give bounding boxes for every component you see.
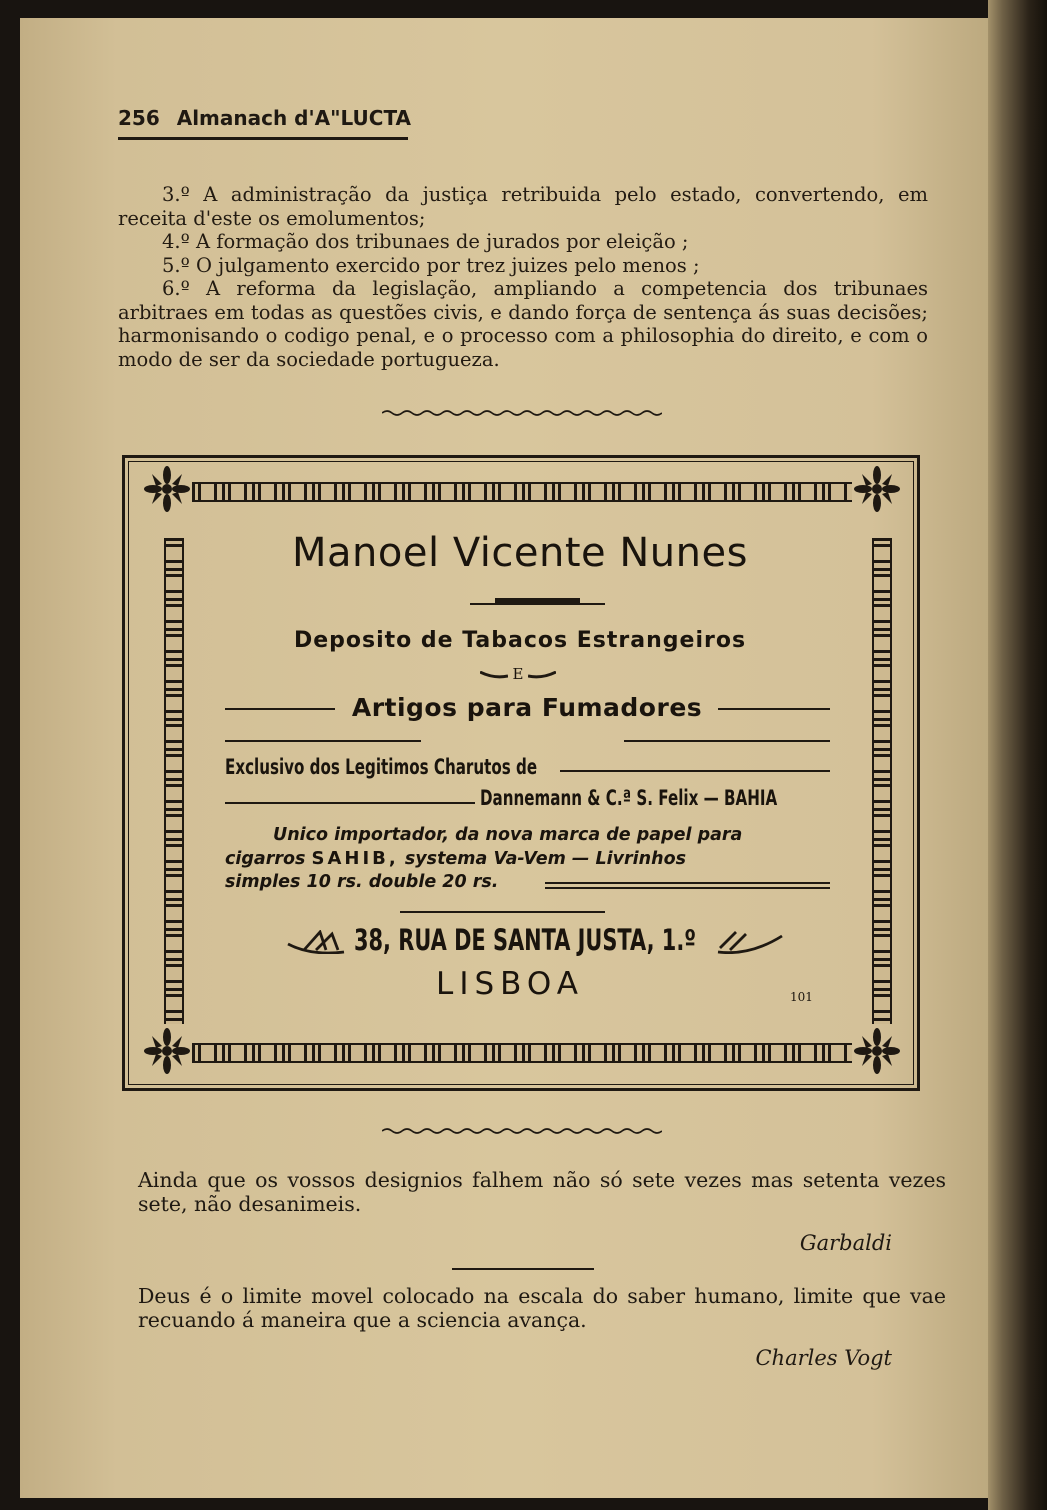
ad-bottom-ornament-band bbox=[192, 1043, 852, 1063]
quote-1-author: Garbaldi bbox=[799, 1231, 892, 1255]
header-title: Almanach d'A"LUCTA bbox=[176, 106, 412, 130]
book-spine-shadow bbox=[988, 0, 1047, 1510]
address-wrap bbox=[354, 923, 734, 959]
importer-line-2 bbox=[225, 847, 835, 871]
ad-left-ornament-band bbox=[164, 538, 184, 1024]
ad-city: LISBOA bbox=[436, 966, 584, 1002]
quote-2-text: Deus é o limite movel colocado na escala do saber humano, limite que vae recuando á maneira que a sciencia avança. bbox=[138, 1284, 946, 1332]
paragraph-5: 5.º O julgamento exercido por trez juizes pelo menos ; bbox=[162, 253, 700, 277]
importer-rule-a bbox=[545, 882, 830, 884]
wave-divider-bottom bbox=[382, 1126, 662, 1138]
swash-left-icon bbox=[480, 671, 508, 679]
book-page bbox=[20, 18, 988, 1498]
exclusive-rule-2 bbox=[225, 802, 475, 804]
exclusive-line-1: Exclusivo dos Legitimos Charutos de bbox=[225, 755, 538, 779]
header-rule bbox=[118, 137, 408, 140]
importer-rule-b bbox=[545, 887, 830, 889]
ad-top-ornament-band bbox=[192, 482, 852, 502]
exclusive-line-2-wrap bbox=[480, 786, 830, 816]
flower-ornament-icon bbox=[144, 1028, 190, 1074]
ad-subtitle: Deposito de Tabacos Estrangeiros bbox=[293, 628, 747, 653]
quote-separator bbox=[452, 1268, 594, 1270]
paragraph-4: 4.º A formação dos tribunaes de jurados por eleição ; bbox=[162, 230, 689, 253]
swash-hand-right-icon bbox=[716, 930, 784, 954]
numbered-list-text bbox=[118, 183, 928, 371]
importer-line-1: Unico importador, da nova marca de papel para bbox=[273, 825, 743, 845]
quote-2-author: Charles Vogt bbox=[755, 1346, 892, 1370]
paragraph-3: 3.º A administração da justiça retribuida pelo estado, convertendo, em receita d'este os emolumentos; bbox=[118, 183, 928, 230]
ad-connector bbox=[458, 665, 578, 683]
importer-line-2a: cigarros bbox=[225, 849, 306, 869]
ad-address: 38, RUA DE SANTA JUSTA, 1.º bbox=[354, 923, 697, 957]
importer-block bbox=[225, 824, 835, 894]
ad-number: 101 bbox=[790, 990, 813, 1004]
articles-underline-right bbox=[624, 740, 830, 742]
sahib-brand: SAHIB, bbox=[311, 848, 399, 869]
articles-rule-left bbox=[225, 708, 335, 710]
flower-ornament-icon bbox=[144, 466, 190, 512]
exclusive-rule-1 bbox=[560, 770, 830, 772]
ad-right-ornament-band bbox=[872, 538, 892, 1024]
swash-hand-left-icon bbox=[286, 930, 346, 954]
paragraph-6: 6.º A reforma da legislação, ampliando a competencia dos tribunaes arbitraes em todas as questões civis, e dando força de sentença ás suas decisões; harmonisando o codigo penal, e o processo com a philosophia do direito, e com o modo de ser da sociedade portugueza. bbox=[118, 277, 928, 371]
address-top-rule bbox=[400, 911, 605, 913]
quote-1-text: Ainda que os vossos designios falhem não só sete vezes mas setenta vezes sete, não desanimeis. bbox=[138, 1168, 946, 1216]
ad-title-rule bbox=[470, 603, 605, 605]
flower-ornament-icon bbox=[854, 466, 900, 512]
articles-underline-left bbox=[225, 740, 421, 742]
ad-connector-letter: E bbox=[512, 665, 524, 683]
swash-right-icon bbox=[528, 671, 556, 679]
exclusive-line-2: Dannemann & C.ª S. Felix — BAHIA bbox=[480, 786, 778, 810]
articles-rule-right bbox=[718, 708, 830, 710]
wave-divider-top bbox=[382, 408, 662, 420]
flower-ornament-icon bbox=[854, 1028, 900, 1074]
exclusive-line-1-wrap bbox=[225, 755, 538, 785]
ad-merchant-name: Manoel Vicente Nunes bbox=[292, 530, 748, 576]
importer-line-2b: systema Va-Vem — Livrinhos bbox=[404, 849, 687, 869]
ad-title-bar bbox=[495, 598, 580, 603]
running-header bbox=[118, 106, 411, 130]
page-number: 256 bbox=[118, 106, 160, 130]
ad-articles-line: Artigos para Fumadores bbox=[351, 693, 703, 722]
importer-line-3: simples 10 rs. double 20 rs. bbox=[225, 872, 499, 892]
